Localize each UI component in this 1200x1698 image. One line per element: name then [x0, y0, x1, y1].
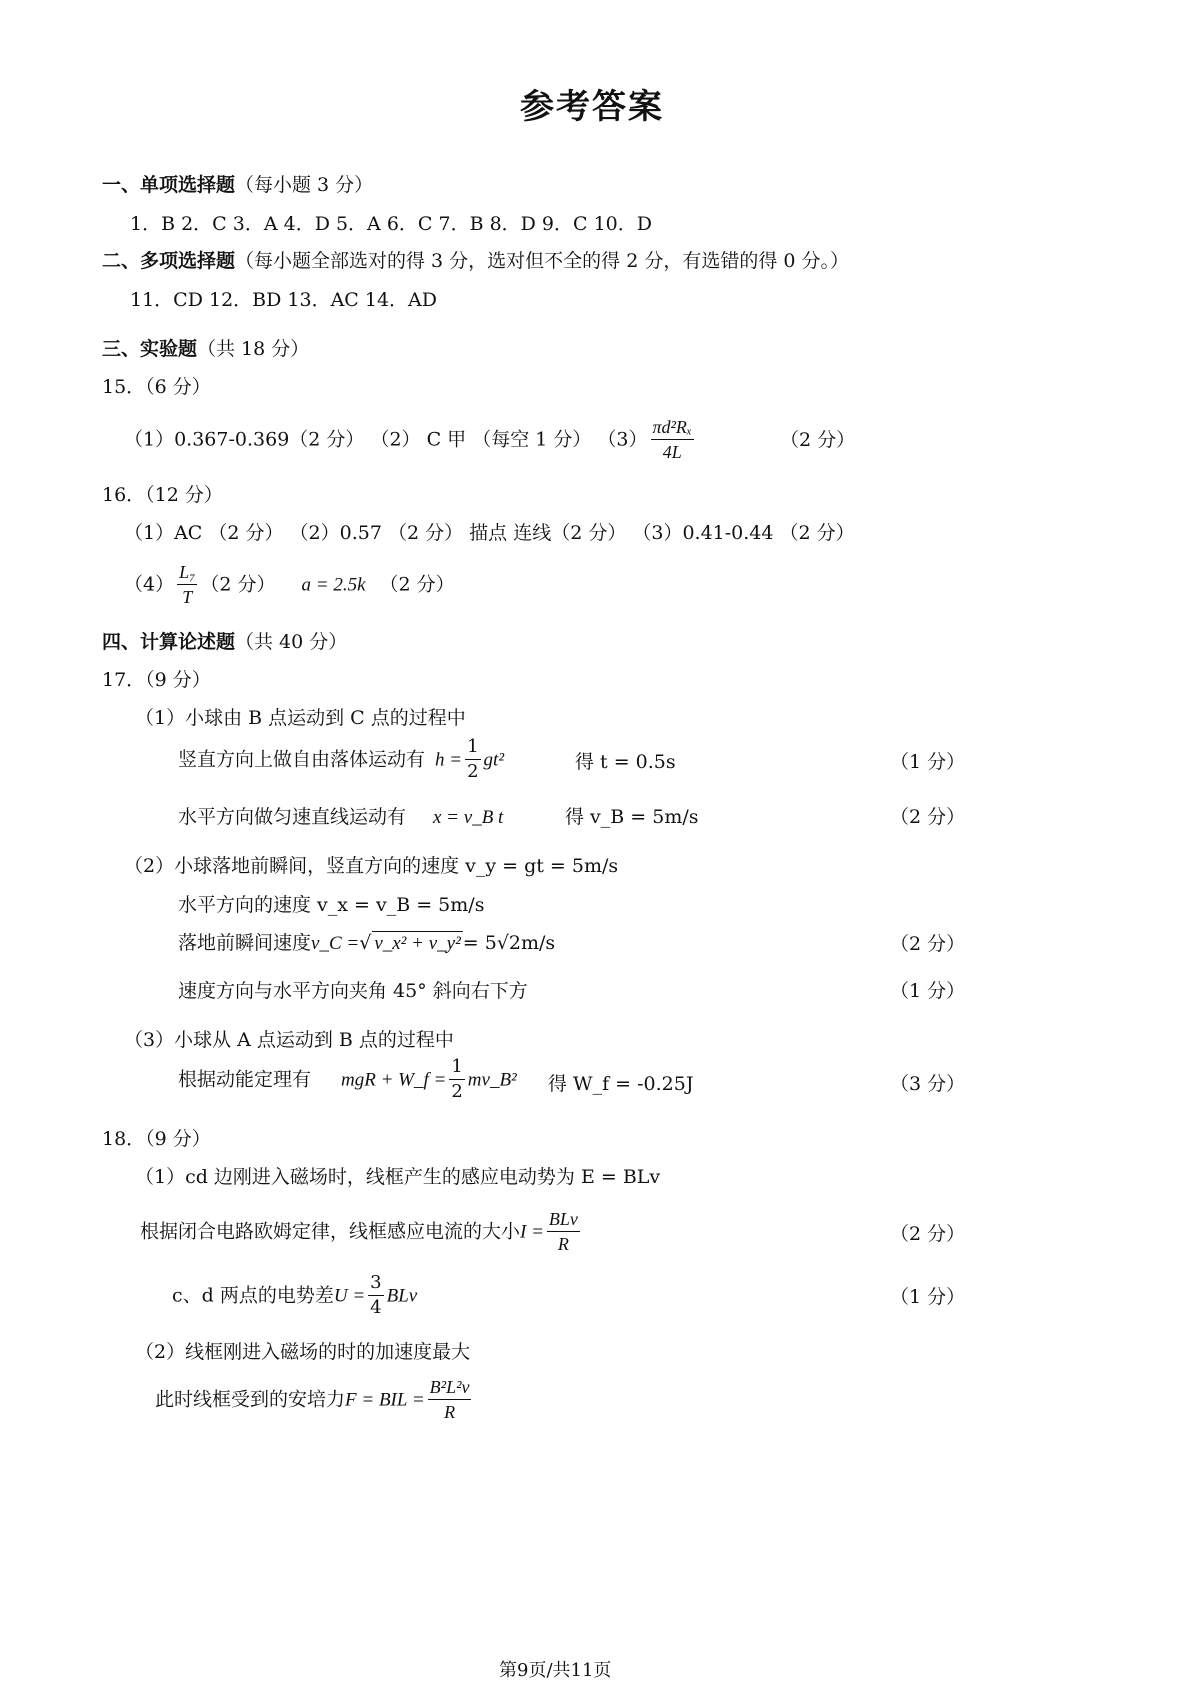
q15-frac-den: 4L: [662, 441, 682, 462]
q15-answer-row: [124, 418, 697, 462]
q18-l2-lhs: U =: [333, 1285, 366, 1307]
q16-part4-score: （2 分）: [200, 573, 276, 596]
q15-answer-text: （1）0.367-0.369（2 分） （2） C 甲 （每空 1 分） （3）: [124, 428, 648, 451]
q18-line2: [172, 1274, 417, 1318]
q17-l4-radicand: v_x² + v_y²: [374, 933, 461, 954]
section-1-heading: [102, 176, 373, 195]
q17-line6: [178, 1058, 517, 1102]
q16-frac-den: T: [182, 586, 193, 607]
q16-a-score: （2 分）: [379, 573, 455, 596]
q18-l1-fraction: [547, 1210, 580, 1254]
q18-l2-rhs: BLv: [386, 1285, 418, 1307]
section-4-title: 四、计算论述题: [102, 631, 236, 653]
page-footer: 第9页/共11页: [499, 1660, 612, 1681]
section-2-title: 二、多项选择题: [102, 250, 236, 272]
q18-l2-fraction: [368, 1274, 383, 1318]
q18-l1-frac-den: R: [557, 1233, 569, 1254]
q17-l4-score: （2 分）: [890, 933, 966, 955]
q17-l6-result: 得 W_f = -0.25J: [548, 1073, 694, 1095]
q15-fraction: [651, 418, 695, 462]
q17-l2-equation: x = v_B t: [433, 807, 504, 828]
q17-l1-frac-den: 2: [467, 760, 479, 782]
q17-l6-rhs: mv_B²: [467, 1069, 517, 1091]
section-3-heading: [102, 340, 309, 359]
q18-l1-score: （2 分）: [890, 1223, 966, 1245]
section-2-note: （每小题全部选对的得 3 分，选对但不全的得 2 分，有选错的得 0 分。）: [235, 250, 850, 272]
q17-l1-lhs: h =: [435, 749, 463, 771]
q17-l6-frac-den: 2: [451, 1080, 463, 1102]
q18-l3-lhs: F = BIL =: [345, 1389, 425, 1411]
q16-part4-label: （4）: [124, 573, 175, 596]
q15-label: 15．（6 分）: [102, 376, 211, 398]
q16-line1: （1）AC （2 分） （2）0.57 （2 分） 描点 连线（2 分） （3）0.41-0.44 （2 分）: [124, 522, 855, 544]
q17-l2-text: 水平方向做匀速直线运动有: [178, 806, 407, 828]
section-1-note: （每小题 3 分）: [235, 174, 374, 196]
section-2-answers: 11．CD 12．BD 13．AC 14．AD: [130, 289, 438, 311]
q18-line1: [140, 1210, 583, 1254]
q17-l1-fraction: [465, 738, 480, 782]
q17-l6-fraction: [449, 1058, 464, 1102]
q17-line1: [178, 738, 504, 782]
q18-l3-fraction: [428, 1378, 472, 1422]
q16-a-equation: a = 2.5k: [301, 574, 366, 596]
q18-l2-score: （1 分）: [890, 1286, 966, 1308]
q17-l1-frac-num: 1: [465, 738, 480, 760]
q16-label: 16．（12 分）: [102, 484, 223, 506]
section-3-title: 三、实验题: [102, 338, 198, 360]
q16-fraction: [177, 563, 197, 607]
q18-line3: [155, 1378, 474, 1422]
q15-score: （2 分）: [780, 429, 856, 451]
q18-l2-frac-den: 4: [370, 1296, 382, 1318]
q18-part2: （2）线框刚进入磁场的时的加速度最大: [135, 1341, 471, 1363]
q17-l6-frac-num: 1: [449, 1058, 464, 1080]
q18-l3-frac-den: R: [444, 1401, 456, 1422]
q17-l6-text: 根据动能定理有: [178, 1068, 312, 1091]
q16-part4: [124, 563, 455, 607]
q17-l6-score: （3 分）: [890, 1073, 966, 1095]
q17-line3: 水平方向的速度 v_x = v_B = 5m/s: [178, 894, 485, 916]
q17-l1-result: 得 t = 0.5s: [575, 751, 676, 773]
q17-l2-result: 得 v_B = 5m/s: [565, 806, 699, 828]
q18-l1-frac-num: BLv: [547, 1210, 580, 1232]
q17-label: 17．（9 分）: [102, 669, 211, 691]
section-4-note: （共 40 分）: [235, 631, 348, 653]
q18-l3-frac-num: B²L²v: [428, 1378, 472, 1400]
section-4-heading: [102, 633, 347, 652]
q18-part1: （1）cd 边刚进入磁场时，线框产生的感应电动势为 E = BLv: [135, 1166, 661, 1188]
section-1-answers: 1．B 2．C 3．A 4．D 5．A 6．C 7．B 8．D 9．C 10．D: [130, 213, 653, 235]
q15-frac-num: πd²Rₓ: [651, 418, 695, 440]
q17-l4-rhs: = 5√2m/s: [462, 932, 556, 954]
q17-line5: 速度方向与水平方向夹角 45° 斜向右下方: [178, 980, 528, 1002]
q17-part3: （3）小球从 A 点运动到 B 点的过程中: [124, 1029, 454, 1051]
q17-l5-score: （1 分）: [890, 980, 966, 1002]
q17-l1-text: 竖直方向上做自由落体运动有: [178, 748, 426, 771]
q17-part2: （2）小球落地前瞬间，竖直方向的速度 v_y = gt = 5m/s: [124, 855, 619, 877]
q18-l3-text: 此时线框受到的安培力: [155, 1388, 346, 1411]
q17-l1-score: （1 分）: [890, 751, 966, 773]
page-title: 参考答案: [520, 87, 664, 127]
q17-l6-lhs: mgR + W_f =: [341, 1069, 447, 1091]
q17-l4-lhs: v_C =: [311, 933, 360, 954]
q18-l1-lhs: I =: [520, 1221, 544, 1243]
q17-l1-rhs: gt²: [483, 749, 505, 771]
q18-l1-text: 根据闭合电路欧姆定律，线框感应电流的大小: [140, 1220, 521, 1243]
q16-frac-num: L₇: [177, 563, 197, 585]
q18-l2-frac-num: 3: [368, 1274, 383, 1296]
section-2-heading: [102, 252, 849, 271]
section-1-title: 一、单项选择题: [102, 174, 236, 196]
q18-label: 18．（9 分）: [102, 1128, 211, 1150]
q17-l2-score: （2 分）: [890, 806, 966, 828]
section-3-note: （共 18 分）: [197, 338, 310, 360]
q18-l2-text: c、d 两点的电势差: [172, 1284, 334, 1307]
q17-part1: （1）小球由 B 点运动到 C 点的过程中: [135, 707, 466, 729]
q17-line4: [178, 934, 555, 953]
q17-sqrt-symbol: √: [359, 932, 372, 954]
q17-l4-text: 落地前瞬间速度: [178, 932, 312, 954]
